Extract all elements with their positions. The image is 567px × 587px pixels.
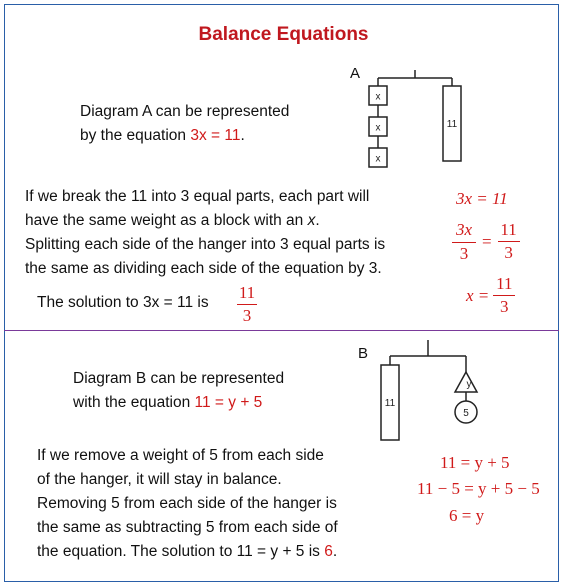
section-divider <box>4 330 559 331</box>
section-b-intro-line1: Diagram B can be represented <box>73 370 285 387</box>
section-b-para-line4: the same as subtracting 5 from each side of <box>37 519 338 536</box>
weight-11-a-label: 11 <box>446 119 458 130</box>
section-b-answer: 6 <box>324 543 333 560</box>
y-triangle-label: y <box>466 379 472 390</box>
section-a-para-line4: the same as dividing each side of the equation by 3. <box>25 260 382 277</box>
x-block-2-label: x <box>375 122 381 134</box>
section-a-para-line1: If we break the 11 into 3 equal parts, each part will <box>25 188 370 205</box>
section-a-solution: The solution to 3x = 11 is <box>37 294 209 311</box>
page-title: Balance Equations <box>198 24 369 45</box>
x-block-1-label: x <box>375 91 381 103</box>
weight-11-b-label: 11 <box>384 398 396 409</box>
section-b-para-line3: Removing 5 from each side of the hanger is <box>37 495 337 512</box>
section-a-intro-text: by the equation <box>80 127 187 144</box>
section-a-para-line2: have the same weight as a block with an x. <box>25 212 320 229</box>
section-a-intro-equation: 3x = 11 <box>190 127 241 144</box>
section-b-para-line2: of the hanger, it will stay in balance. <box>37 471 282 488</box>
diagram-a-label: A <box>350 65 361 82</box>
section-a-solution-fraction: $\frac{11}{3}$ <box>238 283 256 325</box>
diagram-b-label: B <box>358 345 369 362</box>
hanger-diagram-b <box>370 340 490 442</box>
section-b-math-eq1: 11 = y + 5 <box>440 453 510 472</box>
section-a-para-line3: Splitting each side of the hanger into 3 equal parts is <box>25 236 386 253</box>
section-b-math-eq3: 6 = y <box>449 506 485 525</box>
section-a-math-eq2: $\frac{3x}{3}$ = $\frac{11}{3}$ <box>452 220 520 263</box>
section-b-intro-equation: 11 = y + 5 <box>194 394 263 411</box>
section-a-intro-line1: Diagram A can be represented <box>80 103 290 120</box>
x-block-3-label: x <box>375 153 381 165</box>
section-b-para-line1: If we remove a weight of 5 from each side <box>37 447 324 464</box>
section-b-para-line5: the equation. The solution to 11 = y + 5 is 6. <box>37 543 338 560</box>
section-b-math-eq2: 11 − 5 = y + 5 − 5 <box>417 479 540 498</box>
weight-5-label: 5 <box>463 408 469 419</box>
section-b-intro-line2: with the equation 11 = y + 5 <box>73 394 263 411</box>
hanger-diagram-a <box>355 70 475 174</box>
section-a-math-eq1: 3x = 11 <box>456 189 508 208</box>
section-a-intro-line2: by the equation 3x = 11. <box>80 127 245 144</box>
section-a-math-eq3: x = $\frac{11}{3}$ <box>466 275 515 316</box>
